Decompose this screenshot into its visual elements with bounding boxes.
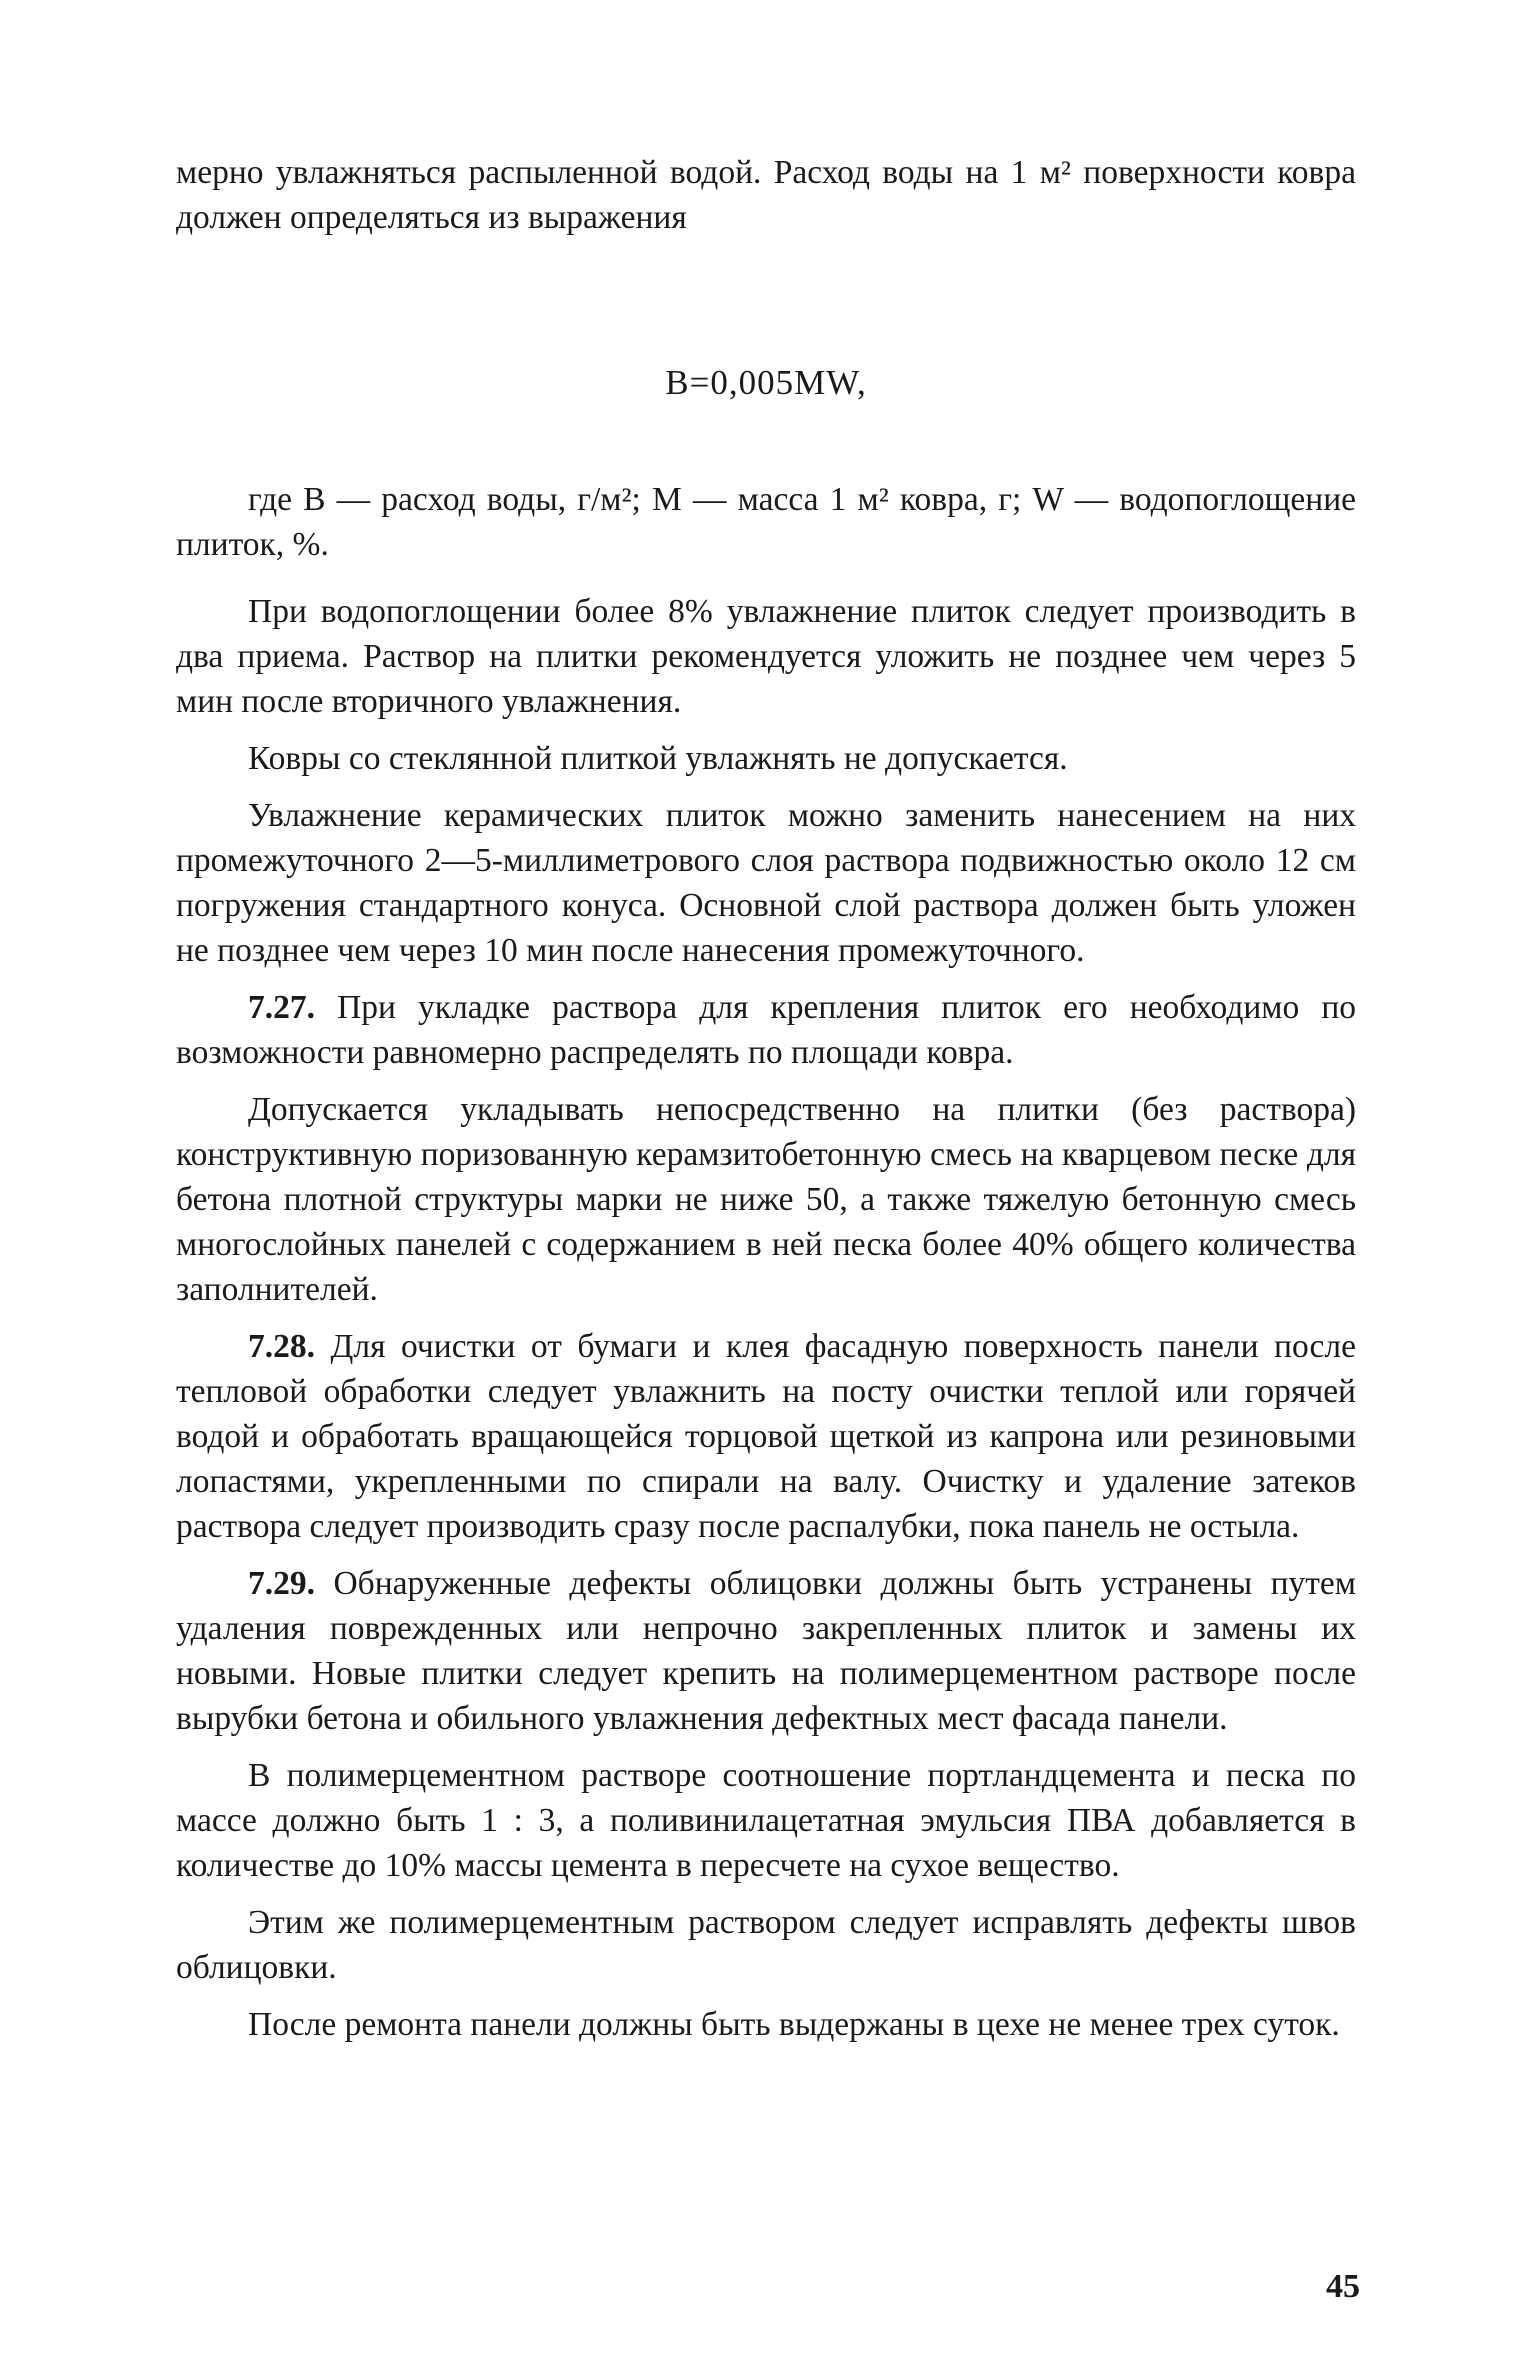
paragraph: Допускается укладывать непосредственно на плитки (без раствора) конструктивную поризованную керамзитобетонную смесь на кварцевом песке для бетона плотной структуры марки не ниже 50, а также тяжелую бетонную смесь многослойных панелей с содержанием в ней песка более 40% общего количества заполнителей.	[176, 1091, 1356, 1308]
section-number: 7.29.	[248, 1565, 315, 1602]
paragraph: При водопоглощении более 8% увлажнение плиток следует производить в два приема. Раствор на плитки рекомендуется уложить не позднее чем через 5 мин после вторичного увлажнения.	[176, 593, 1356, 720]
paragraph: В полимерцементном растворе соотношение портландцемента и песка по массе должно быть 1 : 3, а поливинилацетатная эмульсия ПВА добавляется в количестве до 10% массы цемента в пересчете на сухое вещество.	[176, 1757, 1356, 1884]
paragraph: где B — расход воды, г/м²; M — масса 1 м² ковра, г; W — водопоглощение плиток, %.	[176, 481, 1356, 563]
section-7-29	[176, 1561, 1356, 1741]
page-number: 45	[1326, 2268, 1360, 2305]
paragraph: мерно увлажняться распыленной водой. Расход воды на 1 м² поверхности ковра должен определяться из выражения	[176, 154, 1356, 236]
paragraph: После ремонта панели должны быть выдержаны в цехе не менее трех суток.	[248, 2006, 1340, 2043]
section-number: 7.28.	[248, 1328, 315, 1365]
section-7-27	[176, 985, 1356, 1075]
page-content	[176, 150, 1356, 2047]
section-number: 7.27.	[248, 989, 315, 1026]
paragraph: Этим же полимерцементным раствором следует исправлять дефекты швов облицовки.	[176, 1904, 1356, 1986]
section-text: Для очистки от бумаги и клея фасадную поверхность панели после тепловой обработки следует увлажнить на посту очистки теплой или горячей водой и обработать вращающейся торцовой щеткой из капрона или резиновыми лопастями, укрепленными по спирали на валу. Очистку и удаление затеков раствора следует производить сразу после распалубки, пока панель не остыла.	[176, 1328, 1356, 1545]
section-text: При укладке раствора для крепления плиток его необходимо по возможности равномерно распределять по площади ковра.	[176, 989, 1357, 1071]
formula: B=0,005MW,	[665, 363, 867, 402]
paragraph: Ковры со стеклянной плиткой увлажнять не допускается.	[248, 740, 1068, 777]
section-text: Обнаруженные дефекты облицовки должны быть устранены путем удаления поврежденных или непрочно закрепленных плиток и замены их новыми. Новые плитки следует крепить на полимерцементном растворе после вырубки бетона и обильного увлажнения дефектных мест фасада панели.	[176, 1565, 1357, 1737]
paragraph: Увлажнение керамических плиток можно заменить нанесением на них промежуточного 2—5-миллиметрового слоя раствора подвижностью около 12 см погружения стандартного конуса. Основной слой раствора должен быть уложен не позднее чем через 10 мин после нанесения промежуточного.	[176, 797, 1356, 969]
section-7-28	[176, 1324, 1356, 1549]
